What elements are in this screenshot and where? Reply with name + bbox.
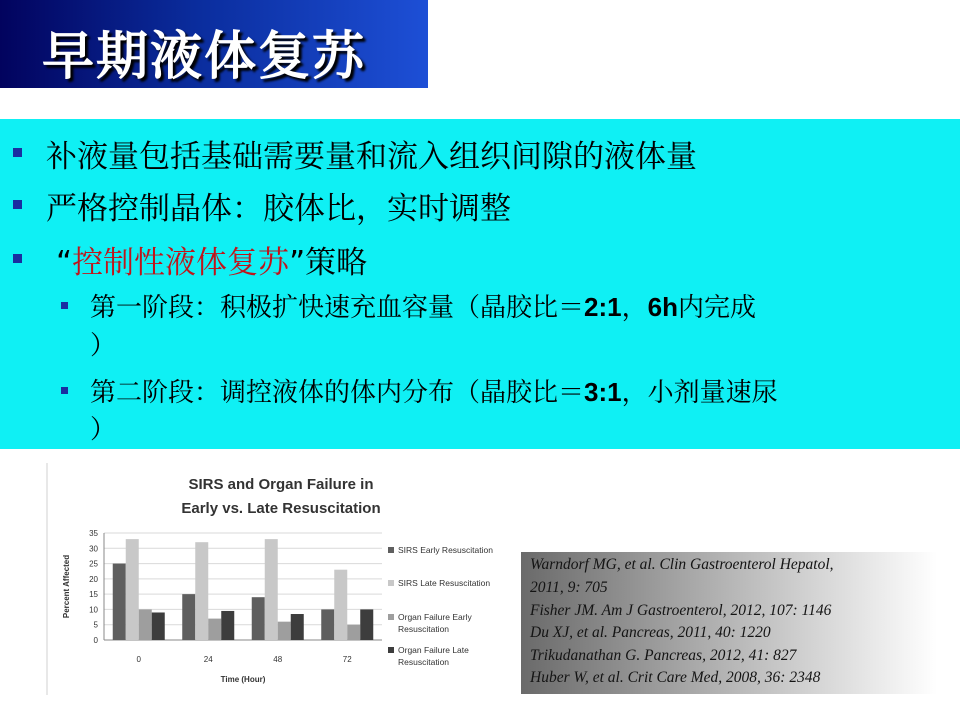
- x-tick-label: 0: [136, 655, 141, 664]
- chart-title: SIRS and Organ Failure in: [188, 476, 374, 493]
- chart-panel: [46, 463, 506, 695]
- bullet-square-icon: [13, 148, 22, 157]
- references-box: [521, 552, 937, 694]
- bar: [252, 597, 265, 640]
- y-tick-label: 30: [89, 544, 98, 554]
- bullet-text: [56, 237, 367, 282]
- legend-label: Organ Failure Late: [398, 645, 469, 655]
- title-banner: [0, 0, 428, 88]
- reference-line: Trikudanathan G. Pancreas, 2012, 41: 827: [530, 647, 797, 664]
- sub-bullet-part: 第二阶段：调控液体的体内分布（晶胶比＝: [90, 378, 585, 408]
- y-axis-label: Percent Affected: [62, 554, 71, 619]
- chart-title: Early vs. Late Resuscitation: [181, 500, 381, 517]
- legend-label: SIRS Early Resuscitation: [398, 545, 493, 555]
- reference-line: Warndorf MG, et al. Clin Gastroenterol Hepatol,: [530, 556, 834, 573]
- legend-label: Organ Failure Early: [398, 612, 472, 622]
- reference-line: Huber W, et al. Crit Care Med, 2008, 36: 2348: [530, 669, 821, 686]
- x-tick-label: 72: [342, 655, 352, 664]
- bar: [265, 539, 278, 640]
- bar: [113, 564, 126, 640]
- y-tick-label: 5: [93, 620, 98, 630]
- legend-swatch: [388, 647, 394, 653]
- highlight-text: 控制性液体复苏: [72, 245, 290, 281]
- bar: [291, 614, 304, 640]
- x-tick-label: 48: [273, 655, 283, 664]
- y-tick-label: 25: [89, 559, 98, 569]
- bar: [152, 612, 165, 640]
- legend-label: Resuscitation: [398, 657, 450, 667]
- y-tick-label: 10: [89, 605, 98, 615]
- reference-line: Fisher JM. Am J Gastroenterol, 2012, 107: 1146: [530, 602, 832, 619]
- bullet-text: 补液量包括基础需要量和流入组织间隙的液体量: [46, 139, 697, 175]
- bullet-square-icon: [13, 200, 22, 209]
- y-tick-label: 0: [93, 636, 98, 645]
- bullet-square-icon: [61, 302, 68, 309]
- time-value: 6h: [647, 292, 678, 322]
- legend-swatch: [388, 614, 394, 620]
- ratio-value: 2:1: [584, 292, 622, 322]
- legend-swatch: [388, 580, 394, 586]
- x-tick-label: 24: [203, 655, 213, 664]
- sub-bullet-text: [90, 372, 778, 409]
- bar: [334, 570, 347, 640]
- sub-bullet-continuation: ）: [90, 415, 117, 445]
- sub-bullet-part: ，小剂量速尿: [621, 378, 778, 408]
- bar: [360, 609, 373, 640]
- bar: [221, 611, 234, 640]
- reference-line: 2011, 9: 705: [530, 579, 608, 596]
- bar: [321, 609, 334, 640]
- x-axis-label: Time (Hour): [220, 675, 266, 684]
- y-tick-label: 20: [89, 574, 98, 584]
- bullet-square-icon: [61, 387, 68, 394]
- sub-bullet-part: ，: [621, 293, 648, 323]
- bar: [278, 622, 291, 640]
- legend-swatch: [388, 547, 394, 553]
- sub-bullet-text: [90, 287, 756, 324]
- y-tick-label: 15: [89, 590, 98, 600]
- bullet-text: 严格控制晶体：胶体比，实时调整: [46, 191, 511, 227]
- content-panel: [0, 119, 960, 449]
- bullet-square-icon: [13, 254, 22, 263]
- bar: [139, 609, 152, 640]
- legend-label: Resuscitation: [398, 624, 450, 634]
- sub-bullet-part: 内完成: [677, 293, 756, 323]
- bar: [126, 539, 139, 640]
- slide-title: 早期液体复苏: [42, 27, 367, 87]
- bar: [195, 542, 208, 640]
- quote-open: “: [56, 245, 73, 281]
- bar: [347, 625, 360, 640]
- bar: [208, 619, 221, 640]
- reference-line: Du XJ, et al. Pancreas, 2011, 40: 1220: [530, 624, 771, 641]
- ratio-value: 3:1: [584, 377, 622, 407]
- sub-bullet-continuation: ）: [90, 331, 117, 361]
- legend-label: SIRS Late Resuscitation: [398, 578, 491, 588]
- quote-close-text: ”策略: [289, 245, 368, 281]
- y-tick-label: 35: [89, 529, 98, 538]
- sub-bullet-part: 第一阶段：积极扩快速充血容量（晶胶比＝: [90, 293, 585, 323]
- bar-chart: [46, 463, 506, 695]
- bar: [182, 594, 195, 640]
